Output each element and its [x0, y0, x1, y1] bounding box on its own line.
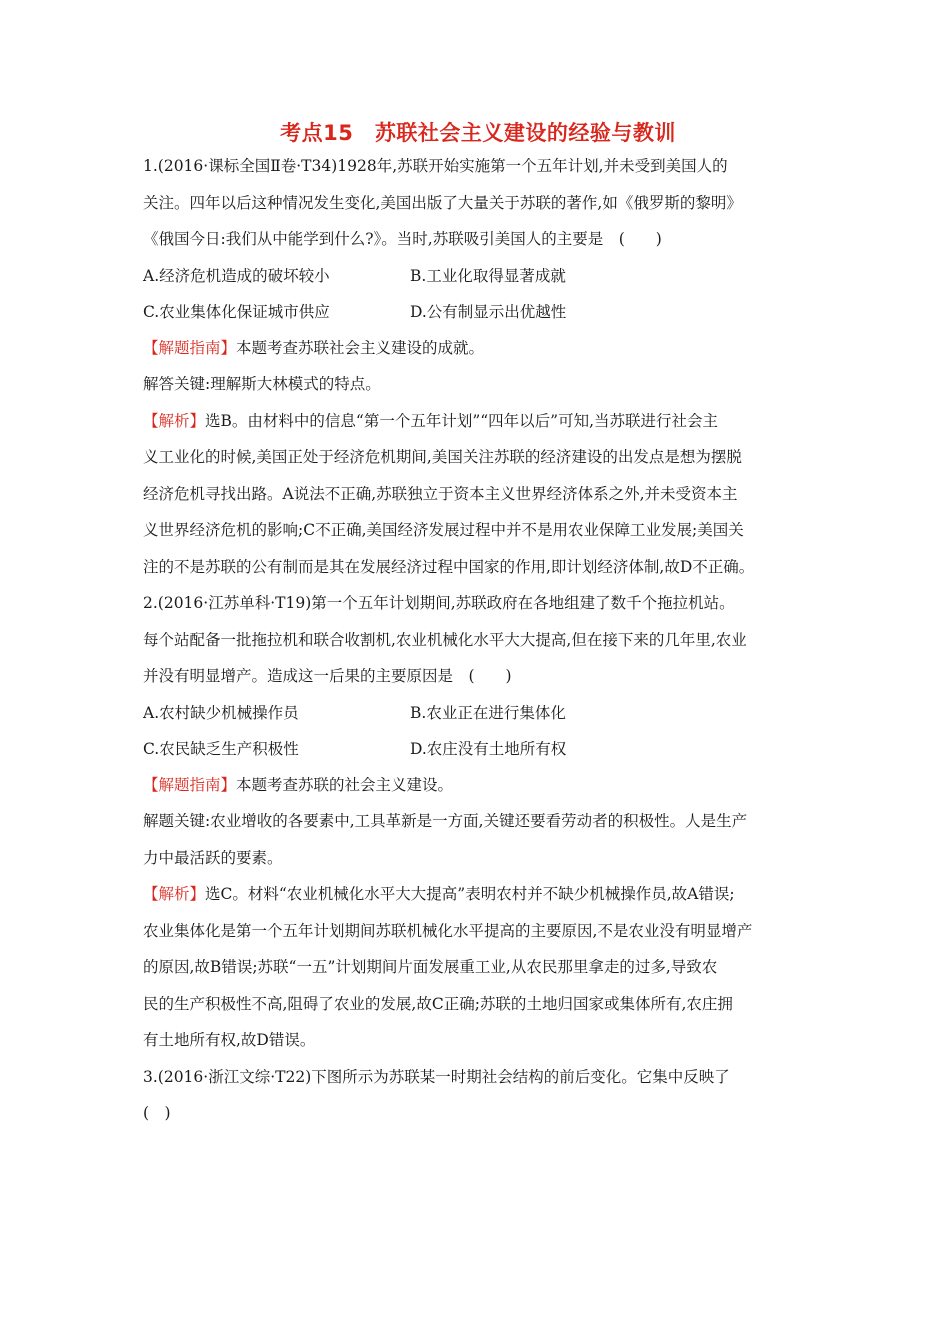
q1-options-row-2	[143, 294, 813, 330]
q1-option-c: C.农业集体化保证城市供应	[143, 302, 330, 321]
q1-stem-line-2: 关注。四年以后这种情况发生变化,美国出版了大量关于苏联的著作,如《俄罗斯的黎明》	[143, 193, 742, 212]
q2-key-line-2: 力中最活跃的要素。	[143, 848, 283, 867]
q1-guide	[143, 330, 813, 367]
q1-analysis-text-1: 选B。由材料中的信息“第一个五年计划”“四年以后”可知,当苏联进行社会主	[205, 411, 719, 430]
q2-option-c: C.农民缺乏生产积极性	[143, 739, 299, 758]
q2-analysis-tag: 【解析】	[143, 885, 206, 903]
q1-analysis-line-2: 义工业化的时候,美国正处于经济危机期间,美国关注苏联的经济建设的出发点是想为摆脱	[143, 448, 742, 466]
q1-option-b: B.工业化取得显著成就	[410, 266, 566, 285]
q1-analysis-line-1	[143, 403, 813, 440]
q2-guide	[143, 767, 813, 804]
q2-option-b: B.农业正在进行集体化	[410, 703, 566, 722]
q2-analysis-line-4: 民的生产积极性不高,阻碍了农业的发展,故C正确;苏联的土地归国家或集体所有,农庄拥	[143, 994, 733, 1013]
q1-analysis-line-3: 经济危机寻找出路。A说法不正确,苏联独立于资本主义世界经济体系之外,并未受资本主	[143, 484, 738, 503]
page-title: 考点15 苏联社会主义建设的经验与教训	[280, 121, 676, 145]
q2-stem-line-3: 并没有明显增产。造成这一后果的主要原因是 ( )	[143, 667, 512, 685]
q3-stem-line-2: ( )	[143, 1104, 171, 1122]
q2-analysis-line-5: 有土地所有权,故D错误。	[143, 1031, 316, 1049]
q3-stem-line-1: 3.(2016·浙江文综·T22)下图所示为苏联某一时期社会结构的前后变化。它集中反映了	[143, 1067, 730, 1086]
q2-analysis-text-1: 选C。材料“农业机械化水平大大提高”表明农村并不缺少机械操作员,故A错误;	[205, 885, 735, 903]
q1-analysis-line-4: 义世界经济危机的影响;C不正确,美国经济发展过程中并不是用农业保障工业发展;美国关	[143, 521, 744, 539]
q1-guide-text: 本题考查苏联社会主义建设的成就。	[236, 338, 485, 357]
q1-options-row-1	[143, 258, 813, 294]
q1-stem-line-3: 《俄国今日:我们从中能学到什么?》。当时,苏联吸引美国人的主要是 ( )	[143, 230, 662, 248]
document-page	[143, 118, 813, 1132]
question-3	[143, 1059, 813, 1132]
q1-key: 解答关键:理解斯大林模式的特点。	[143, 375, 381, 393]
q2-analysis-line-2: 农业集体化是第一个五年计划期间苏联机械化水平提高的主要原因,不是农业没有明显增产	[143, 921, 753, 940]
q2-guide-tag: 【解题指南】	[143, 775, 237, 794]
q1-guide-tag: 【解题指南】	[143, 338, 237, 357]
q2-option-a: A.农村缺少机械操作员	[143, 703, 299, 722]
question-2	[143, 585, 813, 1059]
q2-options-row-2	[143, 731, 813, 767]
q2-stem-line-2: 每个站配备一批拖拉机和联合收割机,农业机械化水平大大提高,但在接下来的几年里,农业	[143, 630, 747, 649]
q2-guide-text: 本题考查苏联的社会主义建设。	[236, 775, 454, 794]
q2-key-line-1: 解题关键:农业增收的各要素中,工具革新是一方面,关键还要看劳动者的积极性。人是生产	[143, 812, 748, 830]
q2-stem-line-1: 2.(2016·江苏单科·T19)第一个五年计划期间,苏联政府在各地组建了数千个拖拉机站。	[143, 594, 735, 612]
q2-analysis-line-3: 的原因,故B错误;苏联“一五”计划期间片面发展重工业,从农民那里拿走的过多,导致农	[143, 958, 718, 976]
q2-option-d: D.农庄没有土地所有权	[410, 739, 567, 758]
q1-option-a: A.经济危机造成的破坏较小	[143, 266, 330, 285]
q2-analysis-line-1	[143, 876, 813, 913]
q1-stem-line-1: 1.(2016·课标全国Ⅱ卷·T34)1928年,苏联开始实施第一个五年计划,并未受到美国人的	[143, 157, 728, 175]
q1-analysis-line-5: 注的不是苏联的公有制而是其在发展经济过程中国家的作用,即计划经济体制,故D不正确。	[143, 557, 755, 576]
q1-analysis-tag: 【解析】	[143, 411, 206, 430]
q2-options-row-1	[143, 695, 813, 731]
question-1	[143, 148, 813, 585]
q1-option-d: D.公有制显示出优越性	[410, 302, 567, 321]
